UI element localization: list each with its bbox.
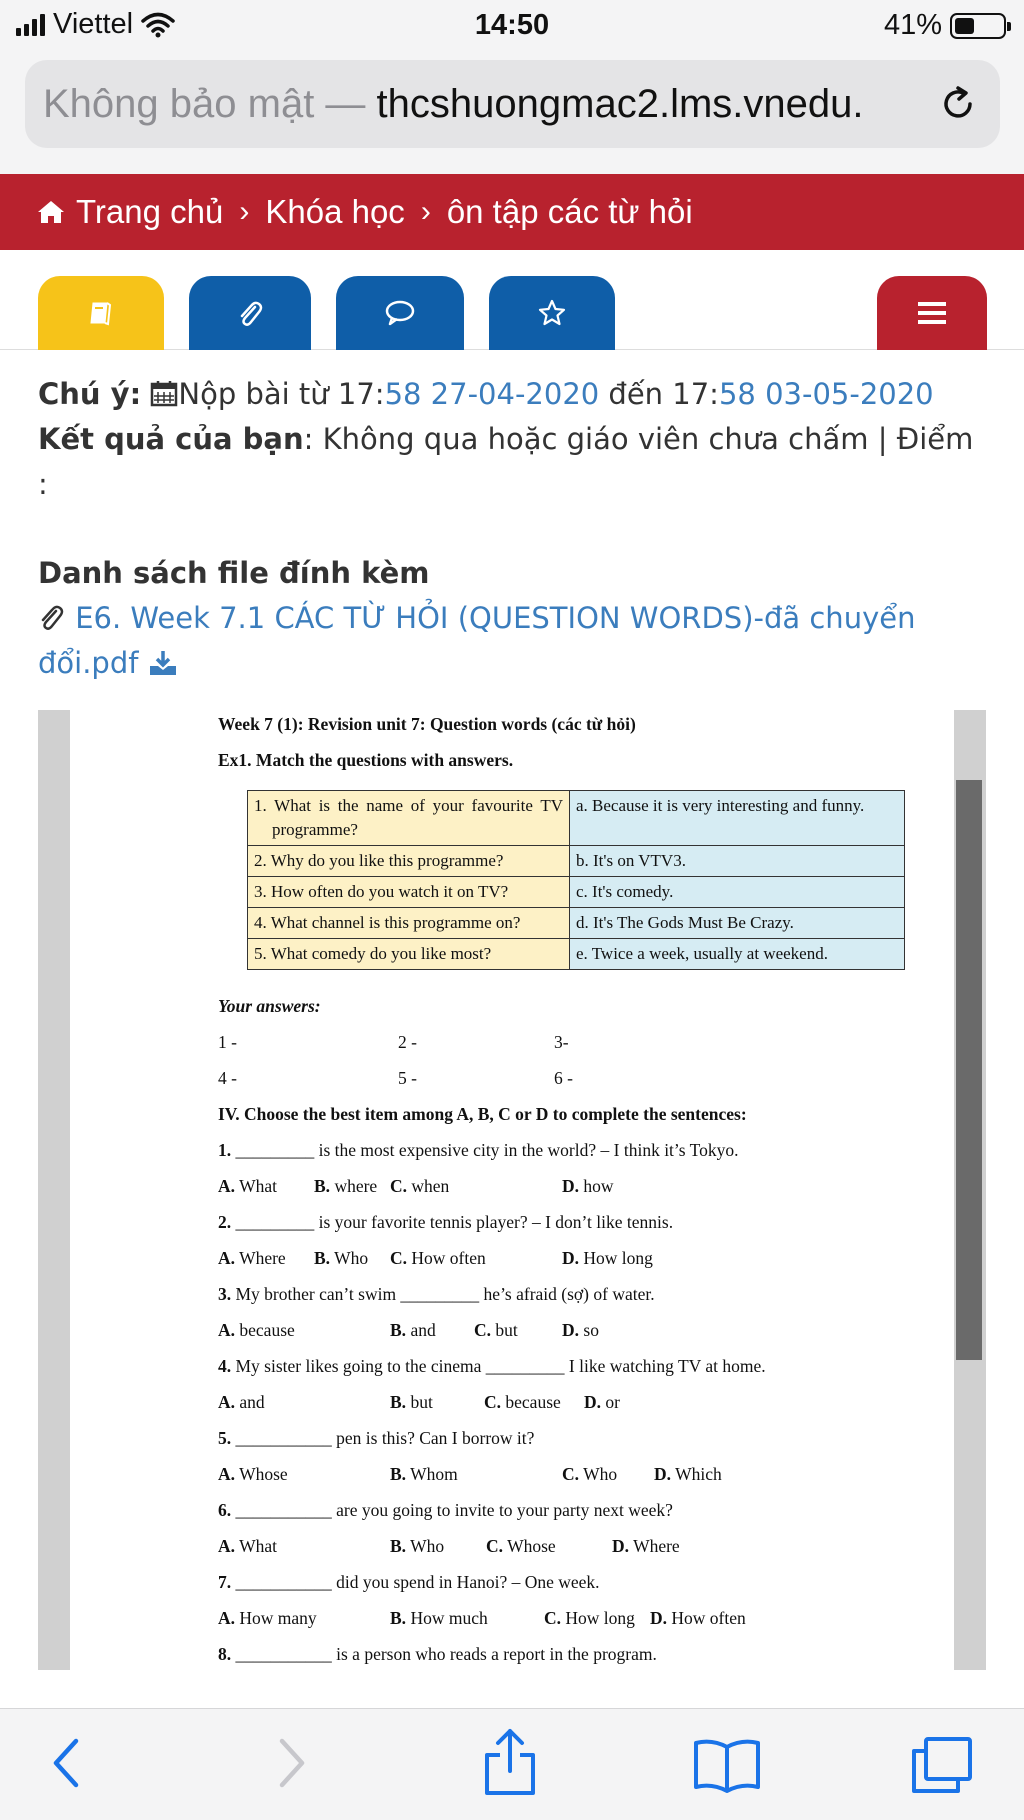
table-row xyxy=(248,846,905,877)
result-label: Kết quả của bạn xyxy=(38,422,304,456)
pdf-scrollbar[interactable] xyxy=(956,780,982,1360)
breadcrumb-separator: › xyxy=(239,195,250,228)
answer-option xyxy=(562,1176,614,1197)
answer-slot: 2 - xyxy=(398,1032,417,1052)
attachment-filename[interactable]: E6. Week 7.1 CÁC TỪ HỎI (QUESTION WORDS)-đã chuyển đổi.pdf xyxy=(38,601,916,680)
table-row xyxy=(248,939,905,970)
tab-favorite[interactable] xyxy=(489,276,615,350)
question-line xyxy=(218,1500,673,1521)
answer-option xyxy=(218,1320,295,1341)
forward-icon[interactable] xyxy=(272,1735,312,1791)
download-icon[interactable] xyxy=(148,649,178,677)
option-letter: B. xyxy=(390,1536,407,1556)
question-line xyxy=(218,1140,739,1161)
table-row xyxy=(248,791,905,846)
option-text: and xyxy=(235,1392,265,1412)
option-text: Which xyxy=(671,1464,722,1484)
table-row xyxy=(248,877,905,908)
question-text: _________ is your favorite tennis player? – I don’t like tennis. xyxy=(231,1212,674,1232)
option-text: How long xyxy=(579,1248,653,1268)
question-cell: 3. How often do you watch it on TV? xyxy=(248,877,570,908)
browser-toolbar xyxy=(0,1708,1024,1820)
option-letter: B. xyxy=(390,1608,407,1628)
answer-slot: 5 - xyxy=(398,1068,417,1088)
option-text: where xyxy=(330,1176,378,1196)
notice-label: Chú ý: xyxy=(38,377,142,411)
reload-icon[interactable] xyxy=(936,82,980,126)
option-text: but xyxy=(491,1320,518,1340)
answer-cell: c. It's comedy. xyxy=(570,877,905,908)
attachments-title: Danh sách file đính kèm xyxy=(38,556,430,590)
option-text: how xyxy=(579,1176,614,1196)
option-letter: D. xyxy=(612,1536,630,1556)
breadcrumb-courses[interactable]: Khóa học xyxy=(265,193,405,230)
answer-option xyxy=(562,1320,599,1341)
paperclip-icon xyxy=(236,298,264,328)
answer-option xyxy=(218,1536,277,1557)
battery-icon xyxy=(950,13,1006,39)
share-icon[interactable] xyxy=(482,1727,538,1797)
answer-option xyxy=(218,1464,288,1485)
option-letter: D. xyxy=(650,1608,668,1628)
table-row xyxy=(248,908,905,939)
option-letter: A. xyxy=(218,1392,236,1412)
option-text: so xyxy=(579,1320,599,1340)
notice-line xyxy=(38,372,998,417)
option-letter: C. xyxy=(544,1608,562,1628)
question-cell: 4. What channel is this programme on? xyxy=(248,908,570,939)
question-line xyxy=(218,1284,655,1305)
exercise-1-title: Ex1. Match the questions with answers. xyxy=(218,750,514,770)
browser-chrome xyxy=(0,54,1024,174)
option-text: What xyxy=(235,1536,277,1556)
question-text: My sister likes going to the cinema _________ I like watching TV at home. xyxy=(231,1356,766,1376)
option-letter: C. xyxy=(486,1536,504,1556)
question-text: ___________ pen is this? Can I borrow it? xyxy=(231,1428,535,1448)
question-line xyxy=(218,1428,534,1449)
question-text: ___________ did you spend in Hanoi? – One week. xyxy=(231,1572,600,1592)
answer-slot: 6 - xyxy=(554,1068,573,1088)
answer-cell xyxy=(570,791,905,846)
option-text: How many xyxy=(235,1608,317,1628)
answer-option xyxy=(218,1392,265,1413)
answer-cell: e. Twice a week, usually at weekend. xyxy=(570,939,905,970)
question-line xyxy=(218,1644,657,1665)
breadcrumb-home[interactable]: Trang chủ xyxy=(76,193,224,230)
answer-option xyxy=(390,1320,436,1341)
option-letter: D. xyxy=(654,1464,672,1484)
answer-option xyxy=(474,1320,518,1341)
tool-tabs xyxy=(0,250,1024,350)
option-text: but xyxy=(406,1392,433,1412)
option-letter: C. xyxy=(390,1176,408,1196)
option-letter: D. xyxy=(562,1320,580,1340)
option-text: How long xyxy=(561,1608,635,1628)
option-letter: D. xyxy=(562,1176,580,1196)
answer-slot: 1 - xyxy=(218,1032,237,1052)
paperclip-icon xyxy=(38,603,66,631)
option-text: Who xyxy=(579,1464,618,1484)
answer-slot: 3- xyxy=(554,1032,569,1052)
answer-text: a. Because it is very interesting and funny. xyxy=(576,796,865,815)
battery-percent: 41% xyxy=(883,9,942,41)
option-letter: D. xyxy=(562,1248,580,1268)
option-text: because xyxy=(501,1392,561,1412)
option-letter: B. xyxy=(390,1464,407,1484)
option-letter: A. xyxy=(218,1176,236,1196)
question-line xyxy=(218,1572,600,1593)
carrier-name: Viettel xyxy=(53,8,134,40)
option-letter: C. xyxy=(390,1248,408,1268)
url-host: thcshuongmac2.lms.vnedu. xyxy=(376,81,864,126)
answer-option xyxy=(390,1176,449,1197)
attachment-link[interactable] xyxy=(38,596,998,686)
question-number: 2. xyxy=(218,1212,232,1232)
answer-option xyxy=(390,1248,486,1269)
answer-option xyxy=(584,1392,620,1413)
question-text: ___________ are you going to invite to your party next week? xyxy=(231,1500,673,1520)
question-line xyxy=(218,1212,673,1233)
option-letter: C. xyxy=(474,1320,492,1340)
answer-option xyxy=(654,1464,722,1485)
tab-book[interactable] xyxy=(38,276,164,350)
tab-attachment[interactable] xyxy=(189,276,311,350)
battery-fill xyxy=(955,18,974,34)
answer-option xyxy=(218,1608,317,1629)
clock: 14:50 xyxy=(474,9,550,41)
option-letter: A. xyxy=(218,1320,236,1340)
option-letter: C. xyxy=(562,1464,580,1484)
address-bar[interactable] xyxy=(25,60,1000,148)
question-cell xyxy=(248,791,570,846)
answer-option xyxy=(484,1392,561,1413)
option-letter: A. xyxy=(218,1608,236,1628)
question-number: 7. xyxy=(218,1572,232,1592)
option-text: Whose xyxy=(503,1536,556,1556)
answer-slot: 4 - xyxy=(218,1068,237,1088)
result-text: : Không qua hoặc giáo viên chưa chấm | Điểm xyxy=(303,422,974,456)
answer-option xyxy=(314,1176,377,1197)
your-answers-label: Your answers: xyxy=(218,996,321,1016)
result-score: : xyxy=(38,467,48,501)
option-text: Who xyxy=(406,1536,445,1556)
question-text: ___________ is a person who reads a report in the program. xyxy=(231,1644,657,1664)
option-text: because xyxy=(235,1320,295,1340)
option-letter: A. xyxy=(218,1536,236,1556)
assignment-info xyxy=(38,372,998,686)
option-letter: A. xyxy=(218,1248,236,1268)
pdf-page xyxy=(70,710,954,1670)
answer-option xyxy=(650,1608,746,1629)
url-text[interactable] xyxy=(43,82,903,127)
menu-button[interactable] xyxy=(877,276,987,350)
result-line xyxy=(38,417,998,462)
calendar-icon xyxy=(150,379,178,407)
breadcrumb-separator: › xyxy=(420,195,431,228)
breadcrumb xyxy=(0,174,1024,250)
answer-option xyxy=(390,1464,458,1485)
option-text: or xyxy=(601,1392,620,1412)
option-text: What xyxy=(235,1176,277,1196)
option-letter: B. xyxy=(314,1248,331,1268)
answer-option xyxy=(390,1392,433,1413)
comment-icon xyxy=(384,299,416,327)
bookmarks-icon[interactable] xyxy=(692,1737,762,1793)
option-text: when xyxy=(407,1176,450,1196)
until-label: đến 17: xyxy=(599,377,719,411)
option-text: Whose xyxy=(235,1464,288,1484)
question-number: 8. xyxy=(218,1644,232,1664)
question-number: 6. xyxy=(218,1500,232,1520)
pdf-viewer[interactable] xyxy=(38,710,986,1670)
book-icon xyxy=(86,298,116,328)
answer-option xyxy=(612,1536,680,1557)
option-text: Where xyxy=(235,1248,286,1268)
status-bar xyxy=(0,0,1024,54)
option-letter: B. xyxy=(390,1320,407,1340)
end-date: 58 03-05-2020 xyxy=(718,377,934,411)
option-letter: C. xyxy=(484,1392,502,1412)
question-text: _________ is the most expensive city in the world? – I think it’s Tokyo. xyxy=(231,1140,739,1160)
question-line xyxy=(218,1356,766,1377)
question-text: My brother can’t swim _________ he’s afraid (sợ) of water. xyxy=(231,1284,655,1304)
answer-option xyxy=(390,1536,444,1557)
status-right xyxy=(884,9,1006,42)
option-text: How much xyxy=(406,1608,488,1628)
answer-option xyxy=(486,1536,556,1557)
question-number: 4. xyxy=(218,1356,232,1376)
question-cell: 2. Why do you like this programme? xyxy=(248,846,570,877)
answer-cell: b. It's on VTV3. xyxy=(570,846,905,877)
answer-option xyxy=(314,1248,368,1269)
question-number: 3. xyxy=(218,1284,232,1304)
question-text: 1. What is the name of your favourite TV programme? xyxy=(254,796,563,839)
answer-option xyxy=(218,1248,286,1269)
section-4-title: IV. Choose the best item among A, B, C or D to complete the sentences: xyxy=(218,1104,747,1124)
question-number: 1. xyxy=(218,1140,232,1160)
answer-cell: d. It's The Gods Must Be Crazy. xyxy=(570,908,905,939)
star-icon xyxy=(537,298,567,328)
answer-option xyxy=(544,1608,635,1629)
breadcrumb-current[interactable]: ôn tập các từ hỏi xyxy=(446,193,693,230)
tabs-icon[interactable] xyxy=(910,1735,976,1795)
option-text: Whom xyxy=(406,1464,458,1484)
option-letter: B. xyxy=(390,1392,407,1412)
question-number: 5. xyxy=(218,1428,232,1448)
option-text: and xyxy=(406,1320,436,1340)
submit-from-label: Nộp bài từ 17: xyxy=(178,377,385,411)
url-insecure-label: Không bảo mật — xyxy=(43,81,377,126)
option-text: Where xyxy=(629,1536,680,1556)
answer-option xyxy=(390,1608,488,1629)
hamburger-icon xyxy=(916,299,948,327)
answer-option xyxy=(562,1248,653,1269)
match-table xyxy=(247,790,905,970)
tab-comments[interactable] xyxy=(336,276,464,350)
option-text: How often xyxy=(407,1248,486,1268)
answer-option xyxy=(562,1464,617,1485)
answer-option xyxy=(218,1176,277,1197)
option-letter: B. xyxy=(314,1176,331,1196)
option-letter: D. xyxy=(584,1392,602,1412)
back-icon[interactable] xyxy=(46,1735,86,1791)
home-icon[interactable] xyxy=(36,199,66,225)
option-text: How often xyxy=(667,1608,746,1628)
option-letter: A. xyxy=(218,1464,236,1484)
start-date: 58 27-04-2020 xyxy=(384,377,600,411)
question-cell: 5. What comedy do you like most? xyxy=(248,939,570,970)
option-text: Who xyxy=(330,1248,369,1268)
pdf-heading: Week 7 (1): Revision unit 7: Question words (các từ hỏi) xyxy=(218,714,636,734)
